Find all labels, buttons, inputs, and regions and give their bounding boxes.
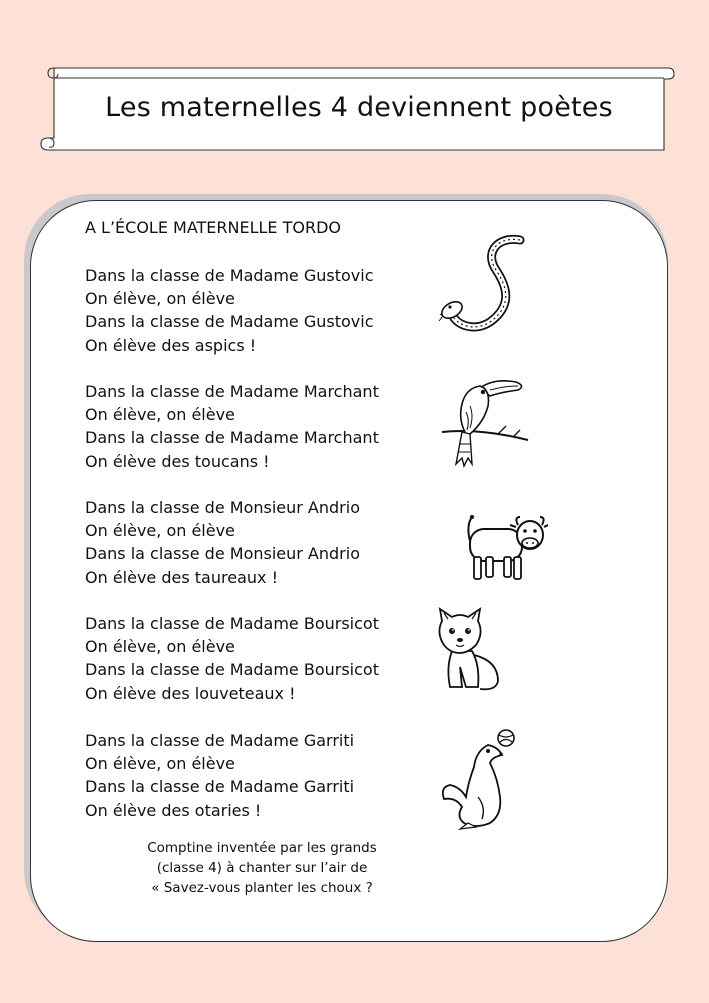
stanza-1 (85, 264, 374, 357)
page-title: Les maternelles 4 deviennent poètes (105, 91, 613, 123)
stanza-line: Dans la classe de Madame Garriti (85, 777, 355, 797)
credit-line: Comptine inventée par les grands (147, 840, 377, 856)
stanza-line: Dans la classe de Madame Gustovic (85, 312, 374, 332)
wolf-cub-icon (436, 607, 504, 693)
stanza-line: On élève, on élève (85, 521, 235, 541)
stanza-4 (85, 612, 379, 705)
stanza-line: Dans la classe de Madame Boursicot (85, 660, 379, 680)
toucan-icon (440, 372, 532, 470)
stanza-line: On élève, on élève (85, 289, 235, 309)
snake-icon (438, 234, 530, 334)
stanza-line: Dans la classe de Madame Garriti (85, 731, 355, 750)
stanza-line: Dans la classe de Madame Gustovic (85, 266, 374, 285)
credit-line: (classe 4) à chanter sur l’air de (156, 860, 368, 876)
stanza-line: Dans la classe de Monsieur Andrio (85, 498, 360, 517)
credit-line: « Savez-vous planter les choux ? (151, 880, 373, 896)
credit-note (112, 838, 412, 898)
stanza-2 (85, 380, 379, 473)
stanza-line: On élève des toucans ! (85, 451, 270, 471)
stanza-line: Dans la classe de Madame Boursicot (85, 614, 379, 633)
stanza-line: On élève, on élève (85, 637, 235, 657)
sea-lion-icon (440, 727, 522, 831)
stanza-5 (85, 729, 354, 822)
stanza-line: On élève des otaries ! (85, 800, 262, 820)
stanza-line: On élève des aspics ! (85, 335, 257, 355)
stanza-line: On élève, on élève (85, 405, 235, 425)
stanza-line: On élève des louveteaux ! (85, 683, 296, 703)
school-heading: A L’ÉCOLE MATERNELLE TORDO (85, 218, 342, 237)
stanza-line: On élève, on élève (85, 754, 235, 774)
stanza-line: On élève des taureaux ! (85, 567, 278, 587)
stanza-line: Dans la classe de Madame Marchant (85, 428, 379, 448)
stanza-3 (85, 496, 360, 589)
bull-icon (466, 513, 548, 585)
stanza-line: Dans la classe de Monsieur Andrio (85, 544, 360, 564)
stanza-line: Dans la classe de Madame Marchant (85, 382, 379, 401)
